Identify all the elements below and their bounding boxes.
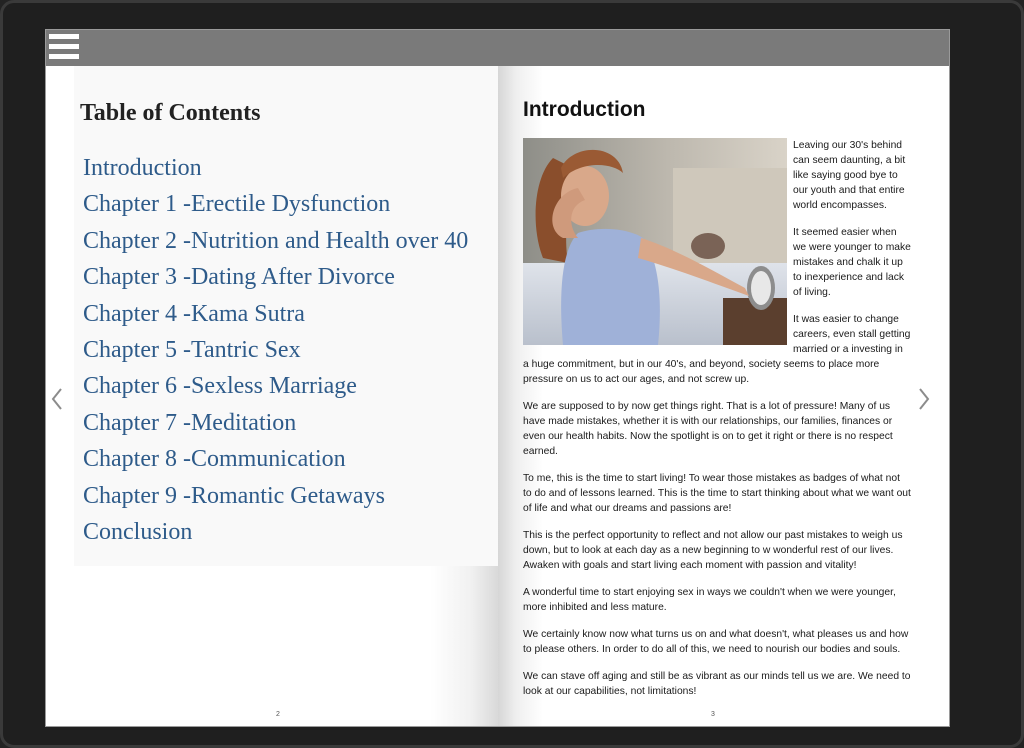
hamburger-menu-icon (49, 34, 79, 39)
woman-headache-photo (523, 138, 787, 345)
toc-link-chapter-4[interactable]: Chapter 4 -Kama Sutra (83, 300, 305, 327)
toc-list (83, 150, 468, 550)
toc-link-chapter-9[interactable]: Chapter 9 -Romantic Getaways (83, 482, 385, 509)
paragraph-4: We are supposed to by now get things right. That is a lot of pressure! Many of us have made mistakes, whether it is with our relationships, our families, finances or even our health habits. Now the spotlight is on to get it right or there is no respect earned. (523, 401, 893, 457)
page-number-right: 3 (711, 711, 715, 718)
paragraph-3: It was easier to change careers, even stall getting married or a investing in a huge commitment, but in our 40's, and beyond, society seems to place more pressure on us to act our ages, and not screw up. (523, 314, 911, 385)
paragraph-2: It seemed easier when we were younger to make mistakes and chalk it up to inexperience and lack of living. (793, 227, 911, 298)
toc-link-conclusion[interactable]: Conclusion (83, 519, 193, 546)
toc-link-chapter-3[interactable]: Chapter 3 -Dating After Divorce (83, 264, 395, 291)
toc-link-introduction[interactable]: Introduction (83, 155, 202, 181)
paragraph-5: To me, this is the time to start living! To wear those mistakes as badges of what not to do and of lessons learned. This is the time to start thinking about what we want out of life and what our dreams and passions are! (523, 473, 911, 514)
paragraph-7: A wonderful time to start enjoying sex in ways we couldn't when we were younger, more inhibited and less mature. (523, 587, 896, 613)
toc-link-chapter-7[interactable]: Chapter 7 -Meditation (83, 409, 297, 436)
chapter-body (523, 138, 911, 711)
paragraph-8: We certainly know now what turns us on and what doesn't, what pleases us and how to please others. In order to do all of this, we need to nourish our bodies and souls. (523, 629, 909, 655)
page-number-left: 2 (276, 711, 280, 718)
paragraph-1: Leaving our 30's behind can seem daunting, a bit like saying good bye to our youth and that entire world encompasses. (793, 140, 906, 211)
chevron-right-icon (917, 387, 931, 411)
chapter-heading: Introduction (523, 98, 646, 121)
paragraph-9: We can stave off aging and still be as vibrant as our minds tell us we are. We need to look at our capabilities, not limitations! (523, 671, 911, 697)
book-viewer (45, 29, 950, 727)
right-page[interactable] (498, 66, 949, 726)
viewer-toolbar (46, 30, 949, 67)
toc-link-chapter-1[interactable]: Chapter 1 -Erectile Dysfunction (83, 191, 391, 218)
toc-link-chapter-5[interactable]: Chapter 5 -Tantric Sex (83, 337, 301, 364)
toc-link-chapter-6[interactable]: Chapter 6 -Sexless Marriage (83, 373, 357, 400)
next-page-button[interactable] (917, 387, 931, 411)
chevron-left-icon (50, 387, 64, 411)
toc-link-chapter-2[interactable]: Chapter 2 -Nutrition and Health over 40 (83, 227, 469, 254)
toc-link-chapter-8[interactable]: Chapter 8 -Communication (83, 446, 346, 473)
paragraph-6: This is the perfect opportunity to reflect and not allow our past mistakes to weigh us down, but to look at each day as a new beginning to w wonderful rest of our lives. Awaken with goals and start living each moment with passion and vitality! (523, 530, 903, 571)
menu-button[interactable] (49, 34, 79, 62)
toc-title: Table of Contents (80, 100, 261, 126)
left-page[interactable] (46, 66, 498, 726)
previous-page-button[interactable] (50, 387, 64, 411)
